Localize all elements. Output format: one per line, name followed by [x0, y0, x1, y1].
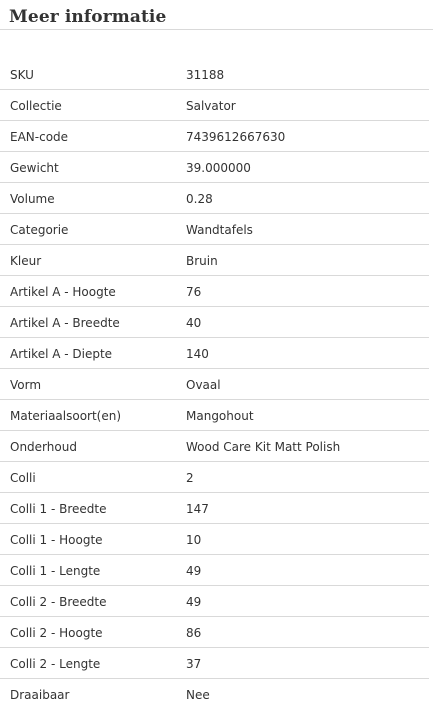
spec-value: Wandtafels [186, 223, 253, 237]
spec-label: Colli 1 - Hoogte [10, 533, 103, 547]
table-row [0, 338, 433, 369]
spec-label: Kleur [10, 254, 42, 268]
table-row [0, 400, 433, 431]
table-row [0, 369, 433, 400]
spec-label: Colli 1 - Lengte [10, 564, 101, 578]
spec-label: Draaibaar [10, 688, 70, 702]
spec-label: Categorie [10, 223, 69, 237]
table-row [0, 214, 433, 245]
table-row [0, 555, 433, 586]
table-row [0, 276, 433, 307]
spec-label: Colli 1 - Breedte [10, 502, 107, 516]
table-row [0, 617, 433, 648]
table-row [0, 493, 433, 524]
table-row [0, 121, 433, 152]
product-spec-table [0, 59, 433, 710]
spec-label: SKU [10, 68, 34, 82]
spec-value: Mangohout [186, 409, 254, 423]
spec-label: Collectie [10, 99, 62, 113]
spec-label: Onderhoud [10, 440, 77, 454]
spec-value: 0.28 [186, 192, 213, 206]
spec-label: Colli 2 - Hoogte [10, 626, 103, 640]
spec-value: 2 [186, 471, 194, 485]
spec-value: 31188 [186, 68, 225, 82]
spec-value: 49 [186, 595, 202, 609]
spec-label: Artikel A - Hoogte [10, 285, 116, 299]
spec-value: 40 [186, 316, 202, 330]
table-row [0, 307, 433, 338]
table-row [0, 679, 433, 710]
spec-value: 37 [186, 657, 202, 671]
table-row [0, 462, 433, 493]
spec-value: Salvator [186, 99, 236, 113]
spec-value: 76 [186, 285, 202, 299]
section-title: Meer informatie [9, 7, 167, 27]
spec-value: 86 [186, 626, 202, 640]
spec-label: EAN-code [10, 130, 69, 144]
spec-label: Materiaalsoort(en) [10, 409, 122, 423]
spec-value: 147 [186, 502, 209, 516]
spec-label: Colli 2 - Breedte [10, 595, 107, 609]
spec-label: Artikel A - Breedte [10, 316, 120, 330]
more-info-header [0, 0, 433, 30]
spec-label: Vorm [10, 378, 42, 392]
spec-value: Ovaal [186, 378, 221, 392]
spec-value: Wood Care Kit Matt Polish [186, 440, 341, 454]
spec-label: Volume [10, 192, 55, 206]
table-row [0, 183, 433, 214]
table-row [0, 90, 433, 121]
table-row [0, 152, 433, 183]
spec-label: Gewicht [10, 161, 59, 175]
spec-value: Nee [186, 688, 210, 702]
table-row [0, 586, 433, 617]
spec-label: Colli [10, 471, 36, 485]
table-row [0, 648, 433, 679]
spec-value: 39.000000 [186, 161, 251, 175]
table-row [0, 524, 433, 555]
spec-value: Bruin [186, 254, 218, 268]
spec-value: 49 [186, 564, 202, 578]
spec-label: Artikel A - Diepte [10, 347, 113, 361]
table-row [0, 245, 433, 276]
spec-value: 10 [186, 533, 202, 547]
table-row [0, 431, 433, 462]
spec-value: 140 [186, 347, 209, 361]
spec-label: Colli 2 - Lengte [10, 657, 101, 671]
table-row [0, 59, 433, 90]
spec-value: 7439612667630 [186, 130, 286, 144]
